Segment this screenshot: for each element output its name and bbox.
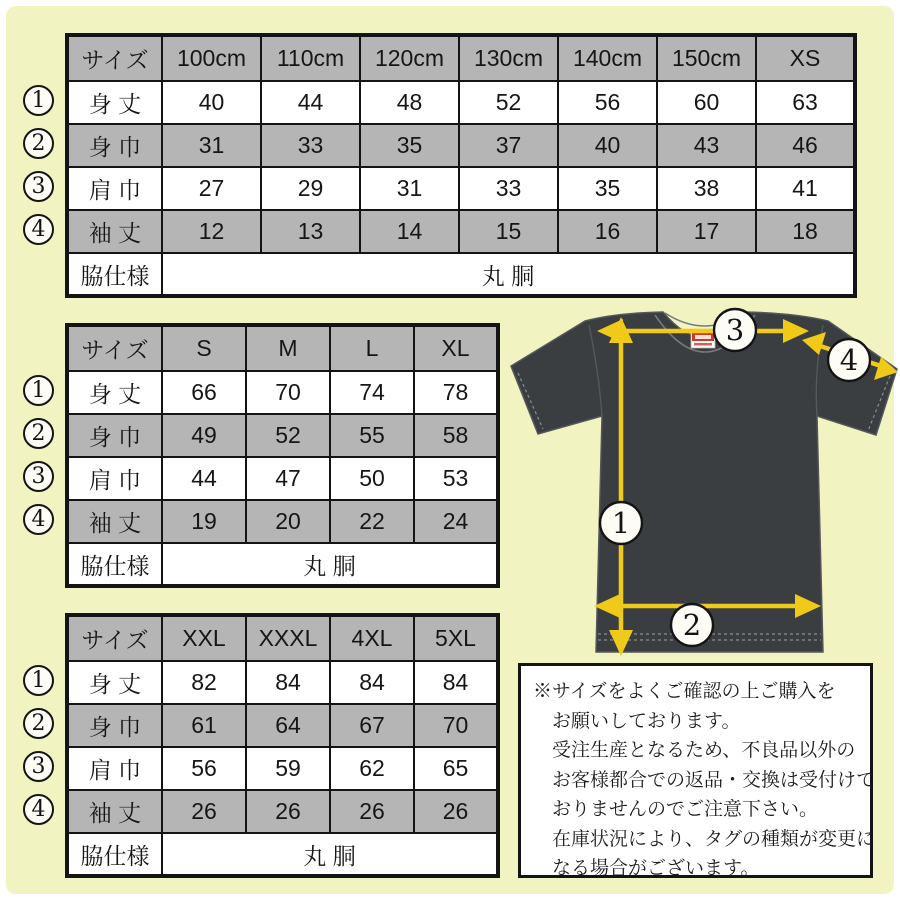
measure-row-label: 袖 丈 (67, 500, 162, 543)
measure-value-cell: 59 (246, 747, 330, 790)
measure-value-cell: 40 (162, 81, 261, 124)
measure-value-cell: 62 (330, 747, 414, 790)
diagram-callout-4 (828, 339, 870, 381)
measure-value-cell: 38 (657, 167, 756, 210)
measure-value-cell: 66 (162, 371, 246, 414)
measure-value-cell: 13 (261, 210, 360, 253)
measure-value-cell: 26 (246, 790, 330, 833)
size-table-1 (65, 33, 857, 298)
size-column-header: 150cm (657, 35, 756, 81)
measure-value-cell: 65 (414, 747, 498, 790)
size-column-header: 4XL (330, 615, 414, 661)
diagram-callout-1 (600, 502, 642, 544)
measure-value-cell: 22 (330, 500, 414, 543)
notice-line: 受注生産となるため、不良品以外の (552, 740, 856, 761)
measure-value-cell: 16 (558, 210, 657, 253)
row-number-callout: 2 (23, 418, 54, 449)
side-spec-value: 丸 胴 (162, 833, 498, 876)
neck-brand-tag (691, 332, 715, 348)
measure-value-cell: 48 (360, 81, 459, 124)
measure-value-cell: 49 (162, 414, 246, 457)
measure-value-cell: 31 (162, 124, 261, 167)
measure-value-cell: 52 (459, 81, 558, 124)
size-column-header: XXL (162, 615, 246, 661)
notice-line: なる場合がございます。 (552, 858, 760, 879)
measure-value-cell: 47 (246, 457, 330, 500)
measure-value-cell: 70 (246, 371, 330, 414)
measure-value-cell: 52 (246, 414, 330, 457)
measure-value-cell: 61 (162, 704, 246, 747)
measure-value-cell: 40 (558, 124, 657, 167)
measure-value-cell: 84 (330, 661, 414, 704)
measure-value-cell: 63 (756, 81, 855, 124)
measure-value-cell: 53 (414, 457, 498, 500)
measure-value-cell: 60 (657, 81, 756, 124)
row-number-callout: 3 (23, 461, 54, 492)
measure-value-cell: 58 (414, 414, 498, 457)
side-spec-value: 丸 胴 (162, 253, 855, 296)
size-column-header: L (330, 325, 414, 371)
measure-value-cell: 84 (246, 661, 330, 704)
measure-value-cell: 19 (162, 500, 246, 543)
measure-value-cell: 24 (414, 500, 498, 543)
measure-value-cell: 31 (360, 167, 459, 210)
measure-value-cell: 20 (246, 500, 330, 543)
row-number-callout: 4 (23, 504, 54, 535)
measure-value-cell: 26 (414, 790, 498, 833)
notice-line: ※サイズをよくご確認の上ご購入を (533, 681, 836, 702)
side-spec-label: 脇仕様 (67, 253, 162, 296)
tshirt-diagram-svg (505, 303, 900, 660)
size-column-header: XS (756, 35, 855, 81)
row-number-callout: 4 (23, 214, 54, 245)
svg-text:3: 3 (725, 313, 745, 347)
measure-row-label: 袖 丈 (67, 790, 162, 833)
size-column-header: 130cm (459, 35, 558, 81)
tshirt-measurement-diagram (505, 303, 900, 660)
measure-value-cell: 35 (360, 124, 459, 167)
measure-row-label: 肩 巾 (67, 167, 162, 210)
size-column-header: 140cm (558, 35, 657, 81)
measure-value-cell: 56 (558, 81, 657, 124)
measure-value-cell: 35 (558, 167, 657, 210)
row-number-callout: 1 (23, 85, 54, 116)
measure-row-label: 袖 丈 (67, 210, 162, 253)
size-header-label: サイズ (67, 35, 162, 81)
row-number-callout: 3 (23, 171, 54, 202)
measure-value-cell: 56 (162, 747, 246, 790)
purchase-notice-box (518, 663, 876, 879)
svg-text:4: 4 (839, 343, 859, 377)
measure-row-label: 身 丈 (67, 661, 162, 704)
size-column-header: M (246, 325, 330, 371)
size-column-header: 120cm (360, 35, 459, 81)
measure-value-cell: 50 (330, 457, 414, 500)
measure-value-cell: 70 (414, 704, 498, 747)
measure-value-cell: 37 (459, 124, 558, 167)
measure-value-cell: 29 (261, 167, 360, 210)
svg-text:1: 1 (611, 506, 631, 540)
measure-row-label: 身 巾 (67, 704, 162, 747)
measure-value-cell: 27 (162, 167, 261, 210)
measure-row-label: 身 丈 (67, 81, 162, 124)
measure-value-cell: 84 (414, 661, 498, 704)
measure-value-cell: 64 (246, 704, 330, 747)
measure-value-cell: 15 (459, 210, 558, 253)
notice-line: 在庫状況により、タグの種類が変更に (552, 828, 876, 850)
svg-text:2: 2 (682, 608, 702, 642)
notice-line: おりませんのでご注意下さい。 (552, 799, 819, 820)
measure-value-cell: 44 (162, 457, 246, 500)
measure-value-cell: 46 (756, 124, 855, 167)
measure-value-cell: 17 (657, 210, 756, 253)
row-number-callout: 1 (23, 665, 54, 696)
measure-value-cell: 78 (414, 371, 498, 414)
measure-value-cell: 33 (459, 167, 558, 210)
size-header-label: サイズ (67, 325, 162, 371)
row-number-callout: 4 (23, 794, 54, 825)
measure-value-cell: 41 (756, 167, 855, 210)
measure-value-cell: 33 (261, 124, 360, 167)
size-column-header: 5XL (414, 615, 498, 661)
size-table-2 (65, 323, 500, 588)
size-header-label: サイズ (67, 615, 162, 661)
measure-value-cell: 74 (330, 371, 414, 414)
measure-value-cell: 55 (330, 414, 414, 457)
notice-line: お客様都合での返品・交換は受付けて (552, 769, 876, 791)
measure-row-label: 身 巾 (67, 124, 162, 167)
row-number-callout: 1 (23, 375, 54, 406)
size-column-header: 110cm (261, 35, 360, 81)
row-number-callout: 2 (23, 128, 54, 159)
measure-value-cell: 67 (330, 704, 414, 747)
measure-value-cell: 26 (330, 790, 414, 833)
measure-value-cell: 82 (162, 661, 246, 704)
measure-value-cell: 44 (261, 81, 360, 124)
size-column-header: XL (414, 325, 498, 371)
size-column-header: S (162, 325, 246, 371)
size-column-header: 100cm (162, 35, 261, 81)
diagram-callout-2 (671, 604, 713, 646)
measure-row-label: 肩 巾 (67, 747, 162, 790)
side-spec-value: 丸 胴 (162, 543, 498, 586)
measure-value-cell: 26 (162, 790, 246, 833)
measure-row-label: 身 丈 (67, 371, 162, 414)
diagram-callout-3 (714, 309, 756, 351)
size-table-3 (65, 613, 500, 878)
row-number-callout: 2 (23, 708, 54, 739)
measure-value-cell: 18 (756, 210, 855, 253)
measure-row-label: 身 巾 (67, 414, 162, 457)
measure-value-cell: 12 (162, 210, 261, 253)
notice-line: お願いしております。 (552, 710, 741, 732)
size-column-header: XXXL (246, 615, 330, 661)
measure-row-label: 肩 巾 (67, 457, 162, 500)
measure-value-cell: 43 (657, 124, 756, 167)
side-spec-label: 脇仕様 (67, 543, 162, 586)
row-number-callout: 3 (23, 751, 54, 782)
side-spec-label: 脇仕様 (67, 833, 162, 876)
measure-value-cell: 14 (360, 210, 459, 253)
